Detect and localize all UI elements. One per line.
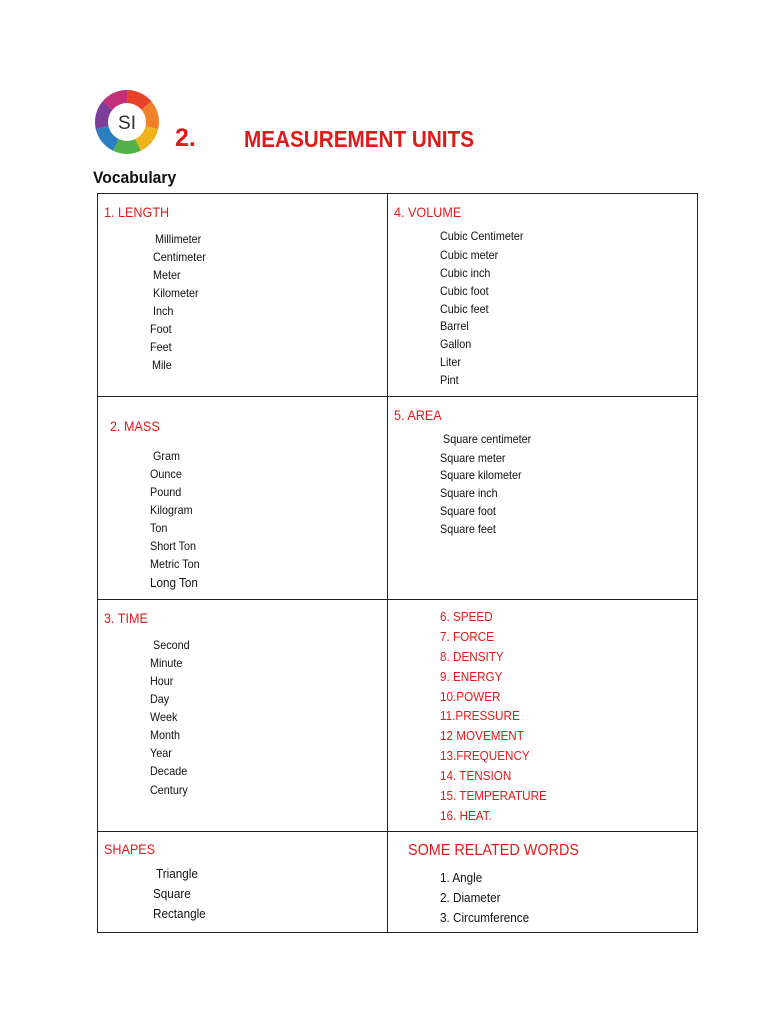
time-item: Minute xyxy=(150,656,183,670)
time-item: Week xyxy=(150,710,178,724)
shape-item: Triangle xyxy=(156,866,198,881)
volume-item: Cubic inch xyxy=(440,266,491,280)
mass-item: Ounce xyxy=(150,467,182,481)
time-item: Century xyxy=(150,783,188,797)
table-divider-row-2 xyxy=(98,599,697,600)
shape-item: Square xyxy=(153,886,191,901)
length-item: Meter xyxy=(153,268,181,282)
topic-item: 9. ENERGY xyxy=(440,669,503,684)
time-item: Decade xyxy=(150,764,188,778)
volume-title: 4. VOLUME xyxy=(394,204,462,220)
area-item: Square inch xyxy=(440,486,498,500)
page-title: MEASUREMENT UNITS xyxy=(244,126,475,152)
length-item: Kilometer xyxy=(153,286,199,300)
topic-item: 16. HEAT. xyxy=(440,808,492,823)
related-words-title: SOME RELATED WORDS xyxy=(408,842,579,859)
table-divider-vertical xyxy=(387,194,388,932)
time-item: Month xyxy=(150,728,181,742)
table-divider-row-3 xyxy=(98,831,697,832)
mass-item: Metric Ton xyxy=(150,557,200,571)
length-title: 1. LENGTH xyxy=(104,204,170,220)
topic-item: 14. TENSION xyxy=(440,768,512,783)
area-item: Square meter xyxy=(440,451,506,465)
topic-item: 13.FREQUENCY xyxy=(440,748,530,763)
time-title: 3. TIME xyxy=(104,610,148,626)
volume-item: Cubic foot xyxy=(440,284,489,298)
volume-item: Barrel xyxy=(440,319,469,333)
topic-item: 6. SPEED xyxy=(440,609,493,624)
mass-item: Gram xyxy=(153,449,180,463)
length-item: Inch xyxy=(153,304,174,318)
volume-item: Cubic meter xyxy=(440,248,499,262)
area-title: 5. AREA xyxy=(394,407,442,423)
mass-item: Long Ton xyxy=(150,575,198,590)
mass-item: Ton xyxy=(150,521,168,535)
area-item: Square foot xyxy=(440,504,496,518)
length-item: Mile xyxy=(152,358,172,372)
mass-item: Kilogram xyxy=(150,503,193,517)
topic-item: 8. DENSITY xyxy=(440,649,504,664)
time-item: Day xyxy=(150,692,170,706)
vocabulary-table xyxy=(97,193,698,933)
length-item: Centimeter xyxy=(153,250,206,264)
si-logo-text: SI xyxy=(118,113,136,134)
related-word-item: 1. Angle xyxy=(440,870,483,885)
time-item: Hour xyxy=(150,674,174,688)
mass-title: 2. MASS xyxy=(110,418,160,434)
length-item: Millimeter xyxy=(155,232,202,246)
length-item: Foot xyxy=(150,322,172,336)
volume-item: Liter xyxy=(440,355,462,369)
area-item: Square kilometer xyxy=(440,468,522,482)
mass-item: Short Ton xyxy=(150,539,197,553)
table-divider-row-1 xyxy=(98,396,697,397)
volume-item: Cubic feet xyxy=(440,302,489,316)
volume-item: Cubic Centimeter xyxy=(440,229,524,243)
topic-item: 10.POWER xyxy=(440,689,501,704)
shapes-title: SHAPES xyxy=(104,841,156,857)
time-item: Year xyxy=(150,746,172,760)
time-item: Second xyxy=(153,638,190,652)
topic-item: 12 MOVEMENT xyxy=(440,728,524,743)
section-number: 2. xyxy=(175,124,196,152)
length-item: Feet xyxy=(150,340,172,354)
topic-item: 7. FORCE xyxy=(440,629,494,644)
si-logo xyxy=(93,88,161,156)
area-item: Square centimeter xyxy=(443,432,532,446)
topic-item: 11.PRESSURE xyxy=(440,708,520,723)
topic-item: 15. TEMPERATURE xyxy=(440,788,547,803)
related-word-item: 3. Circumference xyxy=(440,910,530,925)
shape-item: Rectangle xyxy=(153,906,206,921)
related-word-item: 2. Diameter xyxy=(440,890,501,905)
volume-item: Pint xyxy=(440,373,459,387)
volume-item: Gallon xyxy=(440,337,472,351)
vocabulary-heading: Vocabulary xyxy=(93,168,177,187)
area-item: Square feet xyxy=(440,522,496,536)
mass-item: Pound xyxy=(150,485,182,499)
